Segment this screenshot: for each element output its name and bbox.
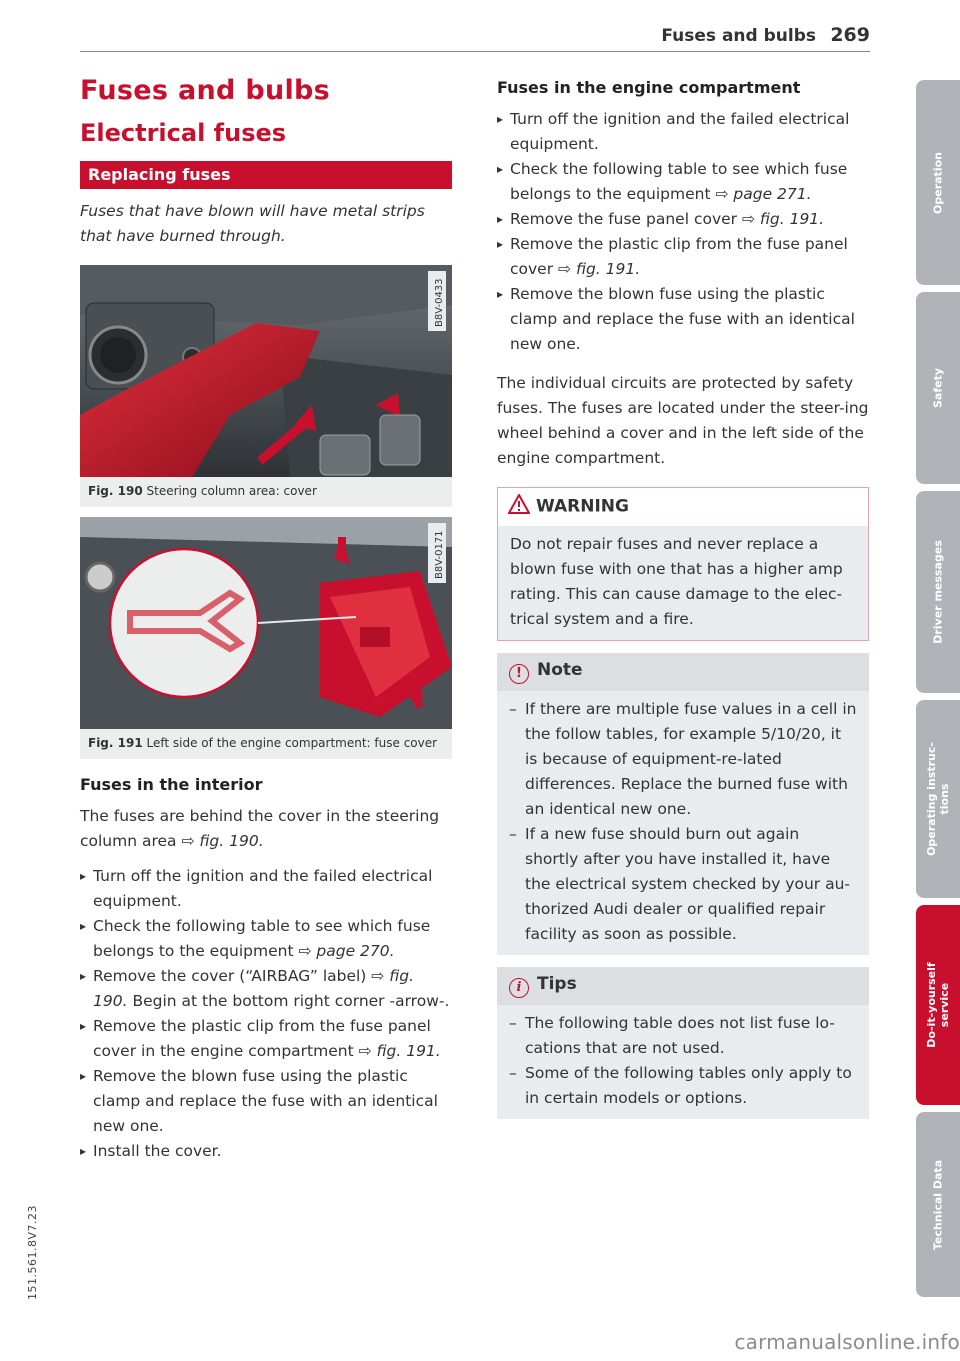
figure-191-caption: [80, 729, 452, 759]
figure-190-caption-text: Steering column area: cover: [146, 484, 317, 498]
tab-driver-messages[interactable]: [916, 491, 960, 693]
figure-190-caption: [80, 477, 452, 507]
tab-do-it-yourself-service[interactable]: [916, 905, 960, 1105]
watermark: carmanualsonline.info: [734, 1330, 960, 1354]
tab-label: Do-it-yourself service: [925, 962, 951, 1048]
step-tail: Begin at the bottom right corner -arrow-.: [132, 992, 450, 1010]
figure-190-code: B8V-0433: [434, 278, 445, 327]
step-text: Turn off the ignition and the failed electrical equipment.: [510, 110, 850, 153]
step-text: Install the cover.: [93, 1142, 222, 1160]
engine-step: [497, 207, 869, 232]
figure-190: [80, 265, 452, 507]
step-xref[interactable]: ⇨ fig. 190.: [93, 967, 414, 1010]
warning-icon: [508, 494, 530, 519]
tab-label: Safety: [931, 367, 945, 409]
engine-steps: [497, 107, 869, 357]
interior-step: [80, 1064, 452, 1139]
engine-compartment-illustration: [80, 517, 452, 729]
interior-paragraph-xref[interactable]: ⇨ fig. 190.: [181, 832, 264, 850]
tab-operating-instructions[interactable]: [916, 700, 960, 898]
running-title: Fuses and bulbs: [661, 26, 816, 46]
note-title: Note: [537, 660, 583, 680]
step-text: Remove the plastic clip from the fuse panel cover: [510, 235, 848, 278]
tab-label: Driver messages: [931, 540, 945, 644]
tab-technical-data[interactable]: [916, 1112, 960, 1297]
tab-safety[interactable]: [916, 292, 960, 484]
step-xref[interactable]: ⇨ fig. 191.: [558, 260, 641, 278]
step-text: Remove the fuse panel cover: [510, 210, 738, 228]
tips-title: Tips: [537, 974, 577, 994]
tips-item: – The following table does not list fuse lo-cations that are not used.: [509, 1011, 857, 1061]
step-text: Remove the plastic clip from the fuse panel cover in the engine compartment: [93, 1017, 431, 1060]
step-xref[interactable]: ⇨ fig. 191.: [741, 210, 825, 228]
fuses-paragraph: The individual circuits are protected by safety fuses. The fuses are located under the steer-ing wheel behind a cover and in the left side of the engine compartment.: [497, 374, 869, 467]
info-icon: i: [509, 978, 529, 998]
tab-operation[interactable]: [916, 80, 960, 285]
step-text: Remove the cover (“AIRBAG” label): [93, 967, 367, 985]
step-text: Turn off the ignition and the failed electrical equipment.: [93, 867, 433, 910]
step-text: Check the following table to see which fuse belongs to the equipment: [510, 160, 848, 203]
step-xref[interactable]: ⇨ page 271.: [715, 185, 812, 203]
figure-191-caption-text: Left side of the engine compartment: fuse cover: [146, 736, 438, 750]
document-code: 151.561.8V7.23: [26, 1205, 39, 1300]
right-column: [497, 74, 869, 1119]
tips-list: [497, 1005, 869, 1119]
tab-label: Operating instruc- tions: [925, 742, 951, 856]
warning-header: [498, 488, 868, 526]
figure-191-label: Fig. 191: [88, 736, 143, 750]
note-list: [497, 691, 869, 955]
tab-label: Operation: [931, 151, 945, 214]
warning-title: WARNING: [536, 496, 629, 517]
step-text: Remove the blown fuse using the plastic clamp and replace the fuse with an identical new one.: [93, 1067, 438, 1135]
interior-step: [80, 1139, 452, 1164]
note-header: [497, 653, 869, 691]
warning-text: Do not repair fuses and never replace a blown fuse with one that has a higher amp rating. This can cause damage to the elec-trical system and a fire.: [498, 526, 868, 640]
interior-step: [80, 1014, 452, 1064]
interior-step: [80, 914, 452, 964]
steering-column-illustration: [80, 265, 452, 477]
tips-item: – Some of the following tables only apply to in certain models or options.: [509, 1061, 857, 1111]
topic-bar: Replacing fuses: [80, 161, 452, 189]
figure-191: [80, 517, 452, 759]
interior-heading: Fuses in the interior: [80, 775, 263, 794]
tips-box: [497, 967, 869, 1119]
section-title: Fuses and bulbs: [80, 75, 331, 106]
note-item: – If there are multiple fuse values in a cell in the follow tables, for example 5/10/20, it is because of equipment-re-lated differences. Replace the burned fuse with an identical new one.: [509, 697, 857, 822]
engine-step: [497, 107, 869, 157]
engine-heading: Fuses in the engine compartment: [497, 78, 801, 97]
left-column: [80, 74, 452, 1164]
tips-header: [497, 967, 869, 1005]
note-icon: !: [509, 664, 529, 684]
step-text: Remove the blown fuse using the plastic clamp and replace the fuse with an identical new one.: [510, 285, 855, 353]
intro-text: Fuses that have blown will have metal strips that have burned through.: [80, 202, 425, 245]
warning-box: [497, 487, 869, 641]
engine-step: [497, 232, 869, 282]
interior-step: [80, 864, 452, 914]
note-box: [497, 653, 869, 955]
figure-191-code: B8V-0171: [434, 530, 445, 579]
interior-paragraph-text: The fuses are behind the cover in the steering column area: [80, 807, 440, 850]
interior-step: [80, 964, 452, 1014]
interior-steps: [80, 864, 452, 1164]
note-item: – If a new fuse should burn out again shortly after you have installed it, have the electrical system checked by your au-thorized Audi dealer or qualified repair facility as soon as possible.: [509, 822, 857, 947]
page-number: 269: [830, 24, 870, 46]
subsection-title: Electrical fuses: [80, 119, 287, 147]
step-xref[interactable]: ⇨ page 270.: [298, 942, 395, 960]
step-xref[interactable]: ⇨ fig. 191.: [358, 1042, 441, 1060]
step-text: Check the following table to see which fuse belongs to the equipment: [93, 917, 431, 960]
page-header: [80, 22, 870, 52]
interior-paragraph: [80, 804, 452, 854]
tab-label: Technical Data: [931, 1159, 945, 1250]
engine-step: [497, 282, 869, 357]
figure-190-label: Fig. 190: [88, 484, 143, 498]
engine-step: [497, 157, 869, 207]
